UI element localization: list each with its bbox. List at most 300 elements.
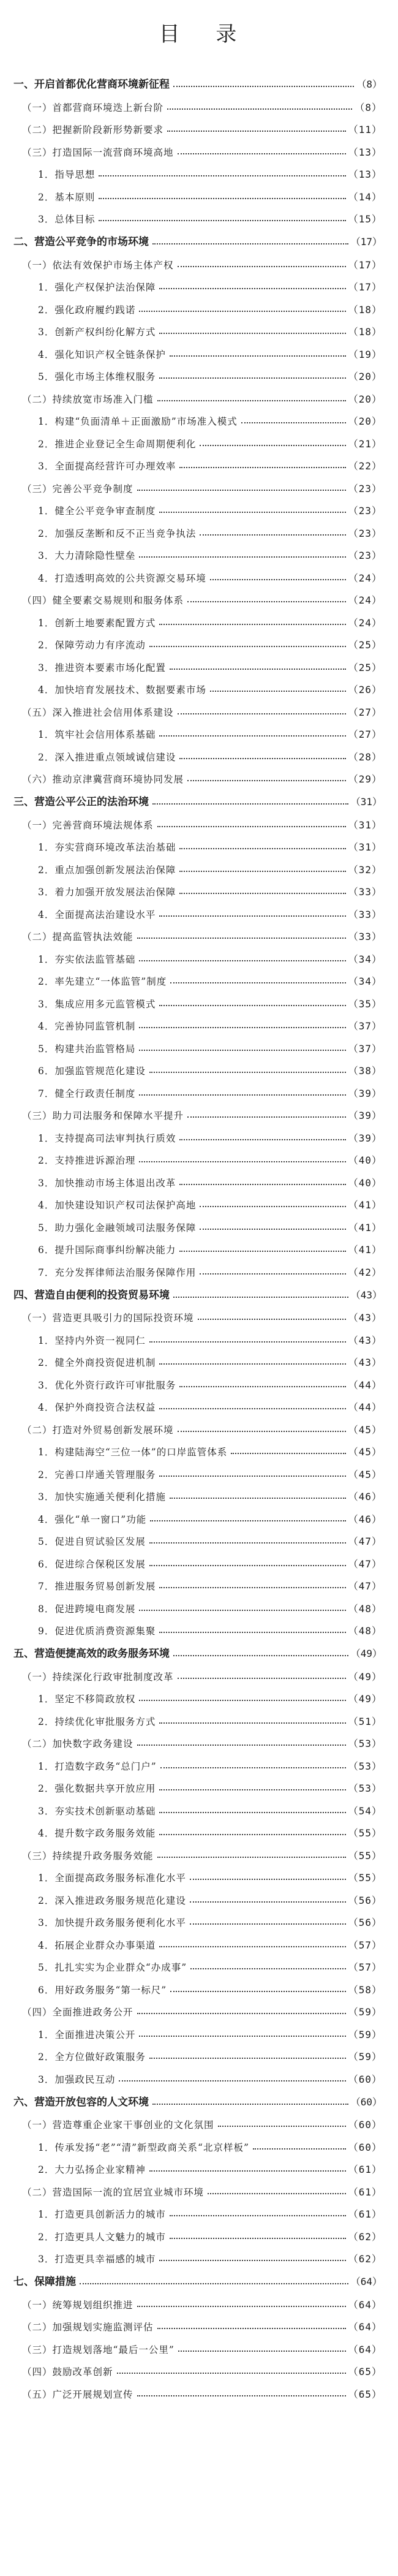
toc-entry-page-number: （45）: [348, 1468, 382, 1480]
toc-entry-label: （六）推动京津冀营商环境协同发展: [22, 774, 184, 785]
toc-entry-level-3[interactable]: [13, 2244, 382, 2267]
toc-entry-level-3[interactable]: [13, 1369, 382, 1392]
toc-entry-level-3[interactable]: [13, 1325, 382, 1347]
dot-leader: [119, 2080, 345, 2082]
toc-entry-level-3[interactable]: [13, 1078, 382, 1100]
toc-entry-page-number: （43）: [348, 1334, 382, 1346]
dot-leader: [137, 1744, 346, 1746]
toc-entry-page-number: （53）: [348, 1738, 382, 1749]
toc-entry-level-3[interactable]: [13, 675, 382, 697]
toc-entry-level-3[interactable]: [13, 1190, 382, 1213]
toc-entry-level-3[interactable]: [13, 1167, 382, 1190]
toc-entry-page-number: （44）: [348, 1401, 382, 1413]
dot-leader: [190, 1968, 346, 1969]
toc-entry-label: 1．构建“负面清单＋正面激励”市场准入模式: [38, 416, 238, 427]
toc-entry-level-3[interactable]: [13, 1863, 382, 1885]
toc-entry-level-3[interactable]: [13, 540, 382, 563]
toc-entry-page-number: （47）: [348, 1536, 382, 1547]
toc-entry-level-3[interactable]: [13, 652, 382, 675]
toc-entry-level-3[interactable]: [13, 518, 382, 540]
toc-entry-page-number: （57）: [348, 1961, 382, 1973]
toc-entry-label: （一）统筹规划组织推进: [22, 2299, 133, 2311]
toc-entry-page-number: （42）: [348, 1266, 382, 1278]
toc-entry-label: 4．强化“单一窗口”功能: [38, 1513, 147, 1525]
toc-entry-label: 6．提升国际商事纠纷解决能力: [38, 1244, 176, 1256]
toc-entry-label: 4．加快建设知识产权司法保护高地: [38, 1200, 197, 1211]
toc-entry-label: 3．全面提高经营许可办理效率: [38, 461, 176, 472]
dot-leader: [179, 466, 345, 468]
toc-entry-label: 3．大力清除隐性壁垒: [38, 550, 136, 561]
toc-entry-level-3[interactable]: [13, 1952, 382, 1975]
toc-entry-page-number: （64）: [348, 2321, 382, 2333]
toc-entry-level-2[interactable]: [13, 1303, 382, 1325]
toc-entry-page-number: （61）: [348, 2186, 382, 2198]
dot-leader: [170, 668, 346, 670]
toc-title: 目 录: [159, 22, 252, 47]
dot-leader: [137, 489, 346, 491]
dot-leader: [170, 355, 346, 357]
toc-entry-page-number: （60）: [348, 2141, 382, 2153]
toc-entry-level-3[interactable]: [13, 1818, 382, 1841]
toc-entry-page-number: （60）: [350, 2096, 382, 2108]
dot-leader: [179, 757, 345, 759]
toc-entry-label: 一、开启首都优化营商环境新征程: [13, 78, 170, 91]
toc-entry-page-number: （41）: [348, 1199, 382, 1211]
dot-leader: [179, 847, 345, 849]
toc-entry-label: 5．促进自贸试验区发展: [38, 1536, 146, 1547]
toc-entry-page-number: （40）: [348, 1154, 382, 1166]
toc-entry-level-3[interactable]: [13, 1930, 382, 1952]
toc-entry-level-3[interactable]: [13, 272, 382, 295]
toc-entry-label: 3．夯实技术创新驱动基础: [38, 1805, 156, 1817]
toc-entry-level-3[interactable]: [13, 339, 382, 362]
dot-leader: [152, 2103, 348, 2105]
toc-entry-label: 3．着力加强开放发展法治保障: [38, 887, 176, 898]
toc-entry-page-number: （61）: [348, 2164, 382, 2175]
toc-entry-level-3[interactable]: [13, 1235, 382, 1257]
toc-entry-label: 三、营造公平公正的法治环境: [13, 796, 149, 808]
dot-leader: [167, 108, 352, 110]
toc-entry-level-2[interactable]: [13, 1729, 382, 1751]
toc-entry-level-3[interactable]: [13, 1773, 382, 1796]
toc-entry-page-number: （21）: [348, 438, 382, 450]
toc-entry-level-3[interactable]: [13, 317, 382, 339]
toc-entry-page-number: （27）: [348, 706, 382, 718]
dot-leader: [149, 2057, 346, 2059]
toc-entry-page-number: （39）: [348, 1087, 382, 1099]
toc-entry-level-3[interactable]: [13, 1504, 382, 1526]
toc-entry-label: （二）加快数字政务建设: [22, 1738, 133, 1749]
toc-entry-level-2[interactable]: [13, 764, 382, 787]
toc-entry-page-number: （35）: [348, 998, 382, 1010]
toc-entry-level-3[interactable]: [13, 966, 382, 989]
toc-entry-page-number: （18）: [348, 326, 382, 338]
toc-entry-label: 7．充分发挥律师法治服务保障作用: [38, 1267, 197, 1278]
toc-entry-page-number: （41）: [348, 1221, 382, 1233]
toc-entry-label: 2．深入推进政务服务规范化建设: [38, 1895, 186, 1906]
toc-entry-level-2[interactable]: [13, 922, 382, 944]
toc-entry-level-3[interactable]: [13, 563, 382, 585]
dot-leader: [159, 1631, 345, 1633]
toc-entry-label: （三）打造规划落地“最后一公里”: [22, 2344, 175, 2355]
toc-entry-label: 4．全面提高法治建设水平: [38, 909, 156, 920]
dot-leader: [159, 1004, 345, 1006]
dot-leader: [159, 623, 345, 625]
toc-entry-label: （四）鼓励改革创新: [22, 2366, 113, 2377]
toc-entry-page-number: （37）: [348, 1042, 382, 1055]
toc-entry-label: 3．加快实施通关便利化措施: [38, 1491, 166, 1502]
dot-leader: [159, 1789, 345, 1790]
dot-leader: [160, 1767, 346, 1768]
toc-entry-level-3[interactable]: [13, 607, 382, 630]
toc-entry-level-3[interactable]: [13, 1459, 382, 1482]
toc-entry-level-3[interactable]: [13, 1347, 382, 1370]
toc-entry-level-3[interactable]: [13, 1907, 382, 1930]
toc-entry-page-number: （18）: [348, 303, 382, 316]
toc-entry-page-number: （24）: [348, 616, 382, 629]
toc-entry-page-number: （13）: [348, 146, 382, 158]
toc-entry-level-3[interactable]: [13, 1751, 382, 1773]
toc-entry-page-number: （43）: [350, 1289, 382, 1301]
toc-entry-page-number: （15）: [348, 213, 382, 225]
toc-entry-level-2[interactable]: [13, 2312, 382, 2335]
toc-entry-label: 3．加快推动市场主体退出改革: [38, 1177, 176, 1189]
toc-entry-label: 2．保障劳动力有序流动: [38, 640, 146, 651]
toc-entry-label: 2．大力弘扬企业家精神: [38, 2164, 146, 2175]
toc-entry-page-number: （62）: [348, 2253, 382, 2265]
toc-entry-page-number: （53）: [348, 1782, 382, 1794]
toc-entry-level-3[interactable]: [13, 2132, 382, 2154]
toc-entry-page-number: （49）: [348, 1670, 382, 1683]
toc-entry-level-2[interactable]: [13, 92, 382, 115]
toc-entry-level-2[interactable]: [13, 473, 382, 496]
toc-entry-label: 2．打造更具人文魅力的城市: [38, 2231, 166, 2243]
dot-leader: [149, 1341, 346, 1343]
toc-entry-level-3[interactable]: [13, 428, 382, 451]
dot-leader: [139, 1161, 345, 1162]
toc-entry-level-2[interactable]: [13, 809, 382, 832]
toc-entry-level-3[interactable]: [13, 2042, 382, 2064]
toc-entry-level-3[interactable]: [13, 1593, 382, 1616]
toc-entry-label: 3．推进资本要素市场化配置: [38, 662, 166, 673]
toc-entry-page-number: （20）: [348, 371, 382, 382]
toc-entry-label: 4．强化知识产权全链条保护: [38, 349, 166, 360]
toc-entry-label: （一）完善营商环境法规体系: [22, 819, 154, 831]
toc-entry-label: 2．支持推进诉源治理: [38, 1155, 136, 1166]
toc-entry-page-number: （49）: [350, 1648, 382, 1659]
toc-entry-page-number: （64）: [348, 2343, 382, 2355]
dot-leader: [139, 1026, 345, 1028]
dot-leader: [210, 690, 346, 692]
toc-entry-level-2[interactable]: [13, 2110, 382, 2132]
dot-leader: [179, 1138, 345, 1140]
toc-entry-label: 2．强化数据共享开放应用: [38, 1783, 156, 1794]
dot-leader: [159, 1586, 345, 1588]
toc-entry-page-number: （43）: [348, 1357, 382, 1368]
dot-leader: [152, 243, 348, 244]
toc-entry-level-3[interactable]: [13, 2064, 382, 2086]
dot-leader: [139, 1609, 345, 1611]
toc-entry-label: （四）全面推进政务公开: [22, 2007, 133, 2018]
toc-entry-label: 七、保障措施: [13, 2276, 76, 2288]
toc-entry-level-3[interactable]: [13, 1123, 382, 1145]
toc-entry-label: 4．保护外商投资合法权益: [38, 1402, 156, 1413]
toc-entry-label: 2．深入推进重点领域诚信建设: [38, 751, 176, 763]
toc-entry-label: 2．重点加强创新发展法治保障: [38, 864, 176, 876]
dot-leader: [80, 2282, 348, 2284]
dot-leader: [139, 1049, 345, 1051]
toc-entry-label: 1．打造更具创新活力的城市: [38, 2209, 166, 2220]
toc-entry-page-number: （60）: [348, 2073, 382, 2085]
dot-leader: [99, 175, 345, 176]
dot-leader: [137, 937, 346, 939]
toc-entry-level-3[interactable]: [13, 2221, 382, 2244]
dot-leader: [210, 578, 346, 580]
dot-leader: [170, 2237, 346, 2239]
toc-entry-level-3[interactable]: [13, 988, 382, 1011]
toc-entry-label: 2．推进企业登记全生命周期便利化: [38, 438, 197, 450]
toc-entry-level-3[interactable]: [13, 1548, 382, 1571]
toc-entry-page-number: （53）: [348, 1760, 382, 1772]
dot-leader: [99, 219, 345, 221]
toc-entry-level-3[interactable]: [13, 204, 382, 227]
toc-entry-page-number: （47）: [348, 1580, 382, 1592]
toc-entry-level-3[interactable]: [13, 899, 382, 922]
toc-entry-level-3[interactable]: [13, 877, 382, 900]
toc-entry-level-3[interactable]: [13, 1526, 382, 1549]
dot-leader: [159, 511, 345, 513]
dot-leader: [179, 1385, 345, 1387]
toc-entry-level-3[interactable]: [13, 1795, 382, 1818]
toc-entry-page-number: （20）: [348, 415, 382, 427]
toc-entry-page-number: （45）: [348, 1446, 382, 1458]
toc-entry-level-3[interactable]: [13, 406, 382, 429]
toc-entry-label: 1．全面推进决策公开: [38, 2029, 136, 2040]
toc-entry-level-3[interactable]: [13, 854, 382, 877]
toc-entry-level-2[interactable]: [13, 1997, 382, 2020]
toc-entry-level-2[interactable]: [13, 2176, 382, 2199]
toc-entry-level-3[interactable]: [13, 1011, 382, 1034]
toc-entry-level-1[interactable]: [13, 786, 382, 809]
toc-entry-level-2[interactable]: [13, 697, 382, 719]
dot-leader: [159, 2259, 345, 2261]
toc-entry-level-3[interactable]: [13, 2199, 382, 2222]
toc-entry-level-2[interactable]: [13, 2357, 382, 2379]
toc-entry-level-2[interactable]: [13, 384, 382, 406]
dot-leader: [99, 197, 345, 199]
toc-entry-label: （三）助力司法服务和保障水平提升: [22, 1110, 184, 1121]
toc-entry-page-number: （59）: [348, 2051, 382, 2063]
toc-entry-label: 二、营造公平竞争的市场环境: [13, 236, 149, 248]
toc-entry-page-number: （45）: [348, 1423, 382, 1436]
dot-leader: [159, 1407, 345, 1409]
toc-entry-page-number: （64）: [348, 2298, 382, 2311]
toc-entry-level-3[interactable]: [13, 1974, 382, 1997]
dot-leader: [139, 556, 345, 558]
toc-entry-level-3[interactable]: [13, 1056, 382, 1078]
dot-leader: [149, 1542, 346, 1544]
toc-entry-label: 四、营造自由便利的投资贸易环境: [13, 1289, 170, 1301]
toc-entry-level-3[interactable]: [13, 496, 382, 518]
toc-entry-page-number: （22）: [348, 460, 382, 472]
toc-entry-level-3[interactable]: [13, 1145, 382, 1168]
toc-entry-label: 5．扎扎实实为企业群众“办成事”: [38, 1962, 187, 1973]
dot-leader: [139, 310, 345, 312]
toc-entry-level-2[interactable]: [13, 1661, 382, 1684]
toc-entry-page-number: （23）: [348, 505, 382, 517]
toc-entry-label: 2．率先建立“一体监管”制度: [38, 976, 167, 987]
toc-entry-level-3[interactable]: [13, 1437, 382, 1460]
toc-entry-level-3[interactable]: [13, 832, 382, 855]
toc-entry-label: 3．总体目标: [38, 214, 96, 225]
toc-entry-page-number: （55）: [348, 1849, 382, 1862]
toc-list: [13, 69, 382, 2401]
toc-entry-level-2[interactable]: [13, 2289, 382, 2312]
toc-entry-label: （二）加强规划实施监测评估: [22, 2322, 154, 2333]
toc-entry-page-number: （57）: [348, 1939, 382, 1951]
dot-leader: [178, 713, 346, 714]
toc-entry-page-number: （37）: [348, 1020, 382, 1032]
toc-entry-page-number: （44）: [348, 1379, 382, 1391]
toc-entry-level-3[interactable]: [13, 630, 382, 653]
dot-leader: [190, 1878, 346, 1880]
dot-leader: [173, 1296, 348, 1298]
toc-entry-level-2[interactable]: [13, 585, 382, 608]
toc-entry-page-number: （11）: [348, 124, 382, 135]
toc-entry-label: （三）持续提升政务服务效能: [22, 1850, 154, 1862]
toc-entry-page-number: （33）: [348, 931, 382, 942]
toc-entry-level-3[interactable]: [13, 741, 382, 764]
toc-entry-level-2[interactable]: [13, 2334, 382, 2357]
toc-entry-level-3[interactable]: [13, 294, 382, 317]
toc-entry-level-3[interactable]: [13, 1257, 382, 1279]
toc-entry-label: 1．夯实依法监管基础: [38, 953, 136, 965]
toc-entry-label: （二）把握新阶段新形势新要求: [22, 124, 164, 135]
toc-entry-label: 2．完善口岸通关管理服务: [38, 1469, 156, 1480]
toc-entry-level-2[interactable]: [13, 137, 382, 159]
dot-leader: [159, 1833, 345, 1835]
toc-entry-label: 4．拓展企业群众办事渠道: [38, 1939, 156, 1951]
toc-entry-label: 1．传承发扬“老”“清”新型政商关系“北京样板”: [38, 2142, 249, 2153]
toc-entry-level-1[interactable]: [13, 1279, 382, 1303]
toc-entry-page-number: （19）: [348, 348, 382, 360]
toc-entry-page-number: （55）: [348, 1827, 382, 1839]
dot-leader: [139, 960, 345, 961]
toc-entry-level-3[interactable]: [13, 362, 382, 384]
dot-leader: [157, 2327, 346, 2329]
toc-entry-label: 3．创新产权纠纷化解方式: [38, 327, 156, 338]
toc-entry-level-3[interactable]: [13, 1482, 382, 1504]
toc-entry-level-1[interactable]: [13, 69, 382, 92]
dot-leader: [137, 2395, 346, 2396]
toc-entry-page-number: （33）: [348, 908, 382, 920]
dot-leader: [253, 2148, 346, 2150]
toc-entry-label: 1．坚持内外资一视同仁: [38, 1335, 146, 1346]
dot-leader: [241, 422, 346, 423]
toc-entry-level-3[interactable]: [13, 1212, 382, 1235]
toc-entry-label: （一）依法有效保护市场主体产权: [22, 259, 174, 271]
toc-entry-page-number: （26）: [348, 684, 382, 695]
toc-entry-level-3[interactable]: [13, 159, 382, 182]
toc-entry-label: 7．健全行政责任制度: [38, 1088, 136, 1099]
toc-entry-label: 7．推进服务贸易创新发展: [38, 1581, 156, 1592]
toc-entry-level-1[interactable]: [13, 1638, 382, 1661]
toc-entry-page-number: （54）: [348, 1805, 382, 1817]
dot-leader: [200, 1273, 345, 1275]
dot-leader: [231, 1452, 346, 1454]
toc-entry-level-3[interactable]: [13, 1885, 382, 1907]
toc-entry-level-2[interactable]: [13, 1840, 382, 1863]
toc-entry-page-number: （62）: [348, 2230, 382, 2243]
dot-leader: [179, 1183, 345, 1185]
toc-entry-level-3[interactable]: [13, 719, 382, 742]
dot-leader: [170, 1497, 346, 1499]
toc-entry-page-number: （32）: [348, 863, 382, 876]
dot-leader: [159, 287, 345, 289]
toc-entry-level-3[interactable]: [13, 1571, 382, 1594]
toc-entry-level-3[interactable]: [13, 2154, 382, 2177]
toc-entry-level-2[interactable]: [13, 115, 382, 137]
dot-leader: [170, 2214, 346, 2216]
dot-leader: [178, 1430, 346, 1432]
toc-entry-label: （四）健全要素交易规则和服务体系: [22, 595, 184, 606]
dot-leader: [159, 1475, 345, 1477]
dot-leader: [117, 2372, 346, 2374]
dot-leader: [187, 600, 346, 602]
toc-entry-page-number: （40）: [348, 1176, 382, 1189]
toc-entry-label: 3．集成应用多元监管模式: [38, 998, 156, 1010]
dot-leader: [170, 1990, 346, 1992]
toc-entry-label: 1．构建陆海空“三位一体”的口岸监管体系: [38, 1447, 228, 1458]
dot-leader: [190, 1901, 346, 1903]
toc-entry-page-number: （17）: [348, 281, 382, 293]
toc-entry-level-3[interactable]: [13, 1616, 382, 1638]
toc-entry-level-2[interactable]: [13, 249, 382, 272]
dot-leader: [159, 1363, 345, 1365]
toc-entry-level-3[interactable]: [13, 2019, 382, 2042]
dot-leader: [137, 2012, 346, 2014]
toc-entry-level-2[interactable]: [13, 1100, 382, 1123]
toc-entry-page-number: （39）: [348, 1132, 382, 1144]
toc-entry-level-2[interactable]: [13, 1414, 382, 1437]
toc-entry-page-number: （59）: [348, 2028, 382, 2040]
dot-leader: [179, 892, 345, 894]
toc-entry-level-3[interactable]: [13, 451, 382, 474]
toc-entry-label: 9．促进优质消费资源集聚: [38, 1626, 156, 1637]
toc-entry-label: （二）打造对外贸易创新发展环境: [22, 1424, 174, 1436]
toc-entry-label: 2．基本原则: [38, 191, 96, 203]
toc-entry-label: 1．创新土地要素配置方式: [38, 617, 156, 629]
toc-entry-level-3[interactable]: [13, 1392, 382, 1415]
dot-leader: [139, 1094, 345, 1096]
toc-entry-level-3[interactable]: [13, 944, 382, 966]
dot-leader: [159, 1722, 345, 1724]
toc-entry-page-number: （8）: [356, 78, 382, 90]
toc-entry-page-number: （48）: [348, 1602, 382, 1615]
toc-entry-level-3[interactable]: [13, 181, 382, 204]
toc-entry-level-3[interactable]: [13, 1033, 382, 1056]
toc-entry-level-1[interactable]: [13, 2266, 382, 2289]
toc-entry-level-2[interactable]: [13, 2379, 382, 2401]
toc-entry-label: 2．健全外商投资促进机制: [38, 1357, 156, 1368]
dot-leader: [178, 1677, 346, 1679]
toc-entry-level-3[interactable]: [13, 1684, 382, 1707]
toc-entry-level-1[interactable]: [13, 226, 382, 249]
dot-leader: [139, 2035, 345, 2037]
toc-entry-label: 3．加快提升政务服务便利化水平: [38, 1917, 186, 1928]
toc-entry-level-3[interactable]: [13, 1706, 382, 1729]
toc-entry-level-1[interactable]: [13, 2086, 382, 2110]
